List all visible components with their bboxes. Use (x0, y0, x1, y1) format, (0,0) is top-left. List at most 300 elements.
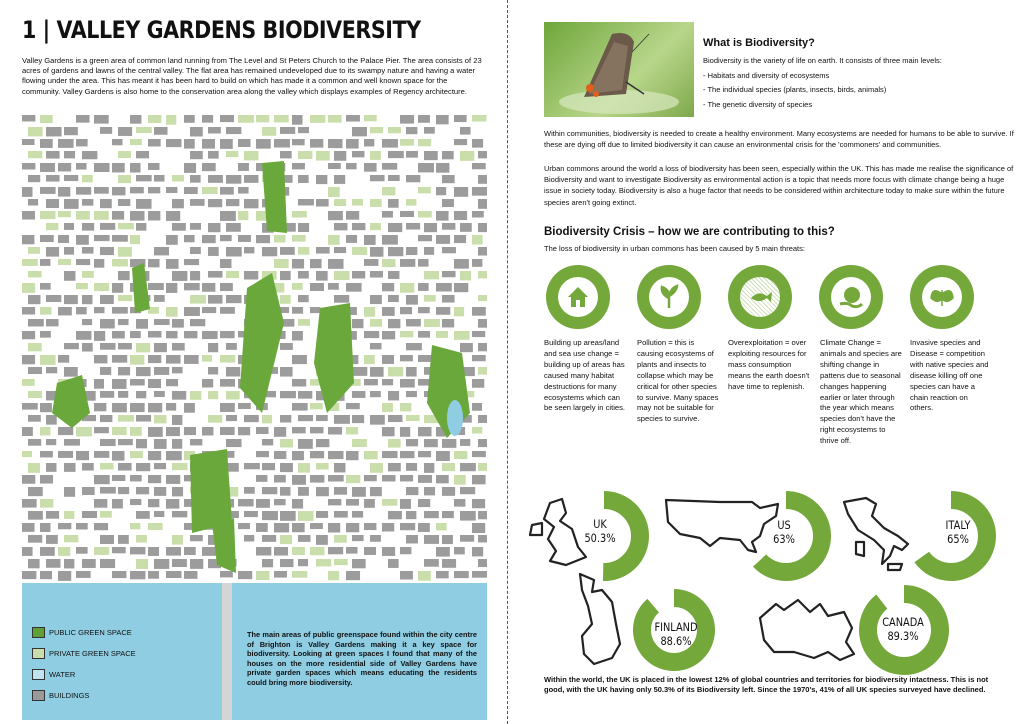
building (334, 223, 347, 230)
building (100, 535, 114, 544)
building (136, 199, 152, 209)
building (424, 511, 439, 518)
private-garden (208, 415, 222, 423)
legend-swatch (32, 690, 45, 701)
building (298, 127, 309, 133)
building (400, 211, 414, 217)
building (316, 487, 329, 496)
building (418, 499, 430, 507)
building (220, 211, 236, 221)
private-garden (316, 559, 331, 566)
building (46, 199, 59, 208)
building (406, 247, 417, 255)
building (64, 559, 74, 568)
private-garden (166, 115, 176, 125)
building (478, 343, 487, 351)
building (370, 415, 385, 425)
globe-hand-icon (838, 284, 864, 310)
building (184, 115, 195, 123)
building (190, 175, 201, 183)
page-title: 1 | VALLEY GARDENS BIODIVERSITY (22, 16, 421, 44)
private-garden (22, 451, 32, 457)
building (118, 439, 133, 445)
building (310, 523, 323, 529)
private-garden (418, 571, 431, 581)
private-garden (28, 391, 42, 398)
building (418, 307, 430, 313)
building (46, 559, 60, 568)
building (382, 475, 396, 481)
private-garden (274, 259, 289, 268)
building (460, 343, 473, 352)
building (316, 175, 327, 184)
building (82, 199, 93, 206)
building (172, 367, 183, 373)
building (478, 175, 487, 184)
private-garden (40, 307, 51, 315)
building (46, 439, 56, 445)
building (418, 523, 430, 532)
building (418, 259, 429, 267)
building (370, 295, 382, 304)
private-garden (382, 403, 393, 412)
building (130, 547, 145, 554)
building (190, 247, 201, 254)
building (28, 487, 43, 496)
building (118, 199, 130, 206)
building (280, 463, 293, 472)
private-garden (310, 403, 323, 409)
building (226, 223, 241, 232)
building (244, 463, 260, 469)
private-garden (22, 379, 35, 386)
building (190, 199, 205, 206)
building (226, 127, 241, 134)
private-garden (220, 355, 235, 362)
building (256, 547, 271, 556)
building (166, 499, 179, 509)
private-garden (130, 235, 140, 244)
building (310, 259, 322, 268)
building (100, 247, 114, 255)
private-garden (382, 259, 395, 267)
building (76, 331, 91, 340)
building (424, 223, 437, 232)
building (40, 403, 52, 412)
building (244, 175, 258, 183)
private-garden (454, 451, 467, 459)
building (202, 379, 213, 388)
building (118, 463, 132, 471)
building (262, 463, 275, 470)
building (220, 427, 235, 435)
building (418, 235, 432, 241)
building (154, 343, 167, 352)
building (112, 379, 127, 389)
building (46, 295, 61, 302)
threat-overexploitation (728, 265, 792, 329)
private-garden (130, 139, 142, 145)
private-garden (424, 319, 440, 327)
building (148, 379, 161, 388)
building (208, 199, 222, 207)
country-percentage: 88.6% (660, 634, 692, 648)
private-garden (352, 439, 367, 447)
building (202, 163, 216, 171)
building (226, 175, 241, 184)
threat-description: Climate Change = animals and species are shifting change in pattens due to seasonal changes happening earlier or later through the year which means species don't have the right ecosystems to thrive off. (820, 338, 902, 446)
building (406, 439, 418, 446)
building (184, 259, 199, 265)
building (460, 487, 475, 494)
building (136, 319, 148, 329)
building (328, 427, 342, 435)
building (148, 259, 160, 267)
building (352, 367, 367, 376)
private-garden (328, 235, 340, 245)
crisis-subtitle: The loss of biodiversity in urban commons has been caused by 5 main threats: (544, 244, 805, 253)
building (94, 331, 105, 341)
building (148, 403, 162, 412)
building (406, 127, 417, 134)
building (382, 355, 394, 364)
building (94, 307, 104, 313)
building (46, 415, 57, 425)
building (112, 355, 127, 363)
building (40, 571, 52, 579)
building (166, 403, 176, 411)
what-is-biodiversity-text (703, 55, 1003, 113)
building (220, 307, 235, 314)
building (406, 295, 418, 305)
building (166, 187, 177, 193)
building (454, 139, 467, 145)
private-garden (370, 463, 383, 473)
private-garden (472, 427, 482, 434)
building (454, 259, 469, 269)
building (388, 271, 399, 279)
country-percentage: 65% (947, 532, 969, 546)
building (148, 187, 160, 193)
building (472, 307, 486, 316)
private-garden (478, 463, 487, 471)
building (166, 427, 180, 436)
building (22, 571, 36, 579)
building (388, 151, 404, 158)
building (298, 175, 309, 183)
building (406, 319, 421, 326)
private-garden (28, 343, 42, 351)
building (382, 163, 397, 170)
private-garden (118, 175, 131, 183)
building (100, 295, 114, 304)
building (364, 547, 376, 555)
building (472, 571, 487, 578)
building (28, 367, 42, 374)
pier (222, 583, 232, 720)
building (148, 427, 163, 437)
building (64, 199, 79, 209)
building (58, 427, 73, 435)
private-garden (172, 175, 184, 181)
building (460, 223, 472, 232)
building (442, 223, 455, 230)
building (370, 247, 383, 257)
building (316, 199, 329, 207)
building (280, 127, 295, 134)
building (46, 151, 60, 159)
building (274, 571, 287, 578)
building (382, 427, 395, 436)
building (328, 163, 341, 169)
building (82, 295, 93, 304)
building (154, 463, 166, 469)
building (166, 451, 182, 460)
page-divider (507, 0, 508, 724)
building (256, 139, 271, 149)
private-garden (436, 331, 448, 338)
private-garden (238, 211, 248, 220)
building (292, 523, 305, 532)
building (76, 259, 90, 265)
private-garden (418, 139, 431, 146)
building (220, 571, 233, 577)
building (22, 235, 34, 244)
moth-icon (929, 284, 955, 310)
private-garden (136, 559, 148, 569)
private-garden (298, 511, 314, 521)
building (334, 295, 349, 303)
building (202, 283, 215, 292)
country-percentage: 50.3% (584, 531, 616, 545)
building (22, 523, 35, 532)
definition-line: Biodiversity is the variety of life on earth. It consists of three main levels: (703, 56, 942, 65)
private-garden (292, 571, 307, 578)
building (112, 283, 123, 293)
building (400, 379, 415, 388)
building (82, 343, 93, 352)
building (460, 439, 470, 446)
private-garden (370, 223, 381, 230)
building (112, 475, 125, 481)
legend-item (32, 643, 136, 664)
building (400, 571, 413, 580)
building (22, 163, 35, 169)
building (22, 115, 35, 121)
building (58, 187, 70, 197)
building (64, 343, 79, 349)
building (202, 115, 213, 123)
building (184, 187, 198, 194)
building (112, 547, 126, 553)
legend-label: PUBLIC GREEN SPACE (49, 628, 132, 637)
private-garden (136, 535, 147, 543)
private-garden (400, 331, 413, 337)
building (220, 403, 235, 412)
building (280, 487, 291, 496)
building (400, 499, 411, 509)
building (346, 547, 358, 554)
building (388, 175, 400, 181)
building (316, 511, 328, 518)
building (346, 235, 357, 243)
building (454, 283, 468, 292)
building (388, 247, 403, 256)
building (184, 139, 195, 149)
building (94, 427, 109, 433)
building (28, 199, 38, 206)
butterfly-icon (544, 22, 694, 117)
building (310, 451, 324, 458)
building (262, 535, 276, 542)
building (136, 487, 149, 494)
private-garden (172, 535, 183, 545)
private-garden (256, 571, 269, 580)
building (136, 511, 150, 519)
private-garden (388, 127, 401, 133)
building (100, 439, 116, 446)
country-percentage: 63% (773, 532, 795, 546)
building (244, 415, 259, 422)
building (316, 439, 329, 447)
building (202, 331, 218, 339)
threat-description: Pollution = this is causing ecosystems of plants and insects to collapse which may be critical for other species to survive. Many spaces may not be suitable for species to survive. (637, 338, 719, 424)
building (280, 151, 292, 158)
private-garden (40, 355, 56, 365)
building (280, 271, 291, 280)
building (346, 163, 357, 169)
building (436, 187, 446, 195)
building (328, 547, 343, 554)
private-garden (118, 223, 134, 229)
building (436, 571, 449, 578)
private-garden (166, 307, 178, 317)
private-garden (262, 415, 272, 423)
building (436, 283, 452, 291)
building (346, 499, 359, 506)
building (346, 115, 360, 122)
building (184, 283, 200, 290)
building (370, 175, 385, 181)
building (220, 259, 231, 268)
building (292, 427, 306, 433)
building (388, 511, 402, 519)
building (400, 475, 413, 481)
italy-outline-icon (836, 494, 916, 574)
private-garden (28, 127, 43, 136)
building (100, 223, 115, 230)
building (364, 163, 377, 172)
building (274, 547, 288, 556)
country-percentage: 89.3% (887, 629, 919, 643)
building (94, 163, 110, 172)
building (352, 511, 363, 518)
building (418, 427, 432, 436)
building (424, 535, 439, 544)
building (328, 475, 344, 482)
building (382, 547, 395, 556)
private-garden (418, 187, 431, 193)
building (352, 127, 367, 136)
building (100, 343, 116, 350)
building (28, 559, 40, 568)
private-garden (28, 247, 40, 254)
building (58, 307, 72, 315)
building (274, 139, 290, 148)
private-garden (274, 235, 285, 242)
building (94, 259, 104, 268)
building (64, 295, 78, 304)
building (94, 355, 107, 363)
building (388, 199, 399, 208)
building (292, 403, 308, 411)
building (262, 439, 273, 445)
building (442, 535, 453, 544)
building (208, 151, 219, 159)
private-garden (244, 151, 258, 160)
building (172, 439, 182, 449)
building (244, 271, 258, 280)
private-garden (298, 319, 310, 326)
building (424, 247, 434, 255)
private-garden (280, 535, 292, 544)
private-garden (76, 211, 90, 220)
country-name: CANADA (882, 615, 924, 629)
intro-paragraph: Valley Gardens is a green area of common land running from The Level and St Peters Church to the Palace Pier. The area consists of 23 acres of gardens and lawns of the central valley. The flat area has remained undeveloped due to its swampy nature and having a water flowing under the area. This has meant it has been hard to build on which has made it a common and well known space for the community. Valley Gardens is also home to the conservation area along the valley which displays examples of Regency architecture. (22, 56, 482, 96)
private-garden (64, 535, 78, 542)
building (136, 367, 151, 376)
building (256, 451, 269, 457)
building (64, 223, 74, 230)
building (478, 247, 487, 256)
building (22, 307, 35, 314)
threat-description: Invasive species and Disease = competition with native species and disease killing off one species can have a chain reaction on others. (910, 338, 989, 413)
private-garden (190, 295, 206, 304)
building (118, 391, 128, 398)
legend-item (32, 622, 136, 643)
country-name: FINLAND (654, 620, 698, 634)
building (226, 367, 240, 376)
building (478, 535, 487, 542)
building (112, 235, 128, 242)
building (172, 487, 183, 496)
building (28, 295, 40, 304)
private-garden (292, 283, 303, 290)
definition-line: - The genetic diversity of species (703, 99, 813, 109)
building (58, 163, 71, 171)
building (406, 223, 420, 230)
building (388, 559, 399, 568)
building (418, 475, 432, 483)
building (40, 235, 54, 242)
building (136, 391, 146, 398)
building (328, 523, 340, 532)
building (388, 391, 399, 400)
building (130, 571, 145, 579)
finland-label (648, 620, 704, 648)
building (220, 283, 233, 291)
building (346, 403, 360, 409)
building (166, 211, 180, 221)
building (172, 415, 182, 425)
building (346, 451, 359, 460)
threat-description: Building up areas/land and sea use change = building up of areas has caused many habitat destructions for many ecosystems which can be seen largely in cities. (544, 338, 626, 413)
building (298, 559, 308, 566)
building (442, 199, 454, 207)
building (460, 511, 476, 521)
legend-swatch (32, 648, 45, 659)
building (472, 355, 486, 361)
